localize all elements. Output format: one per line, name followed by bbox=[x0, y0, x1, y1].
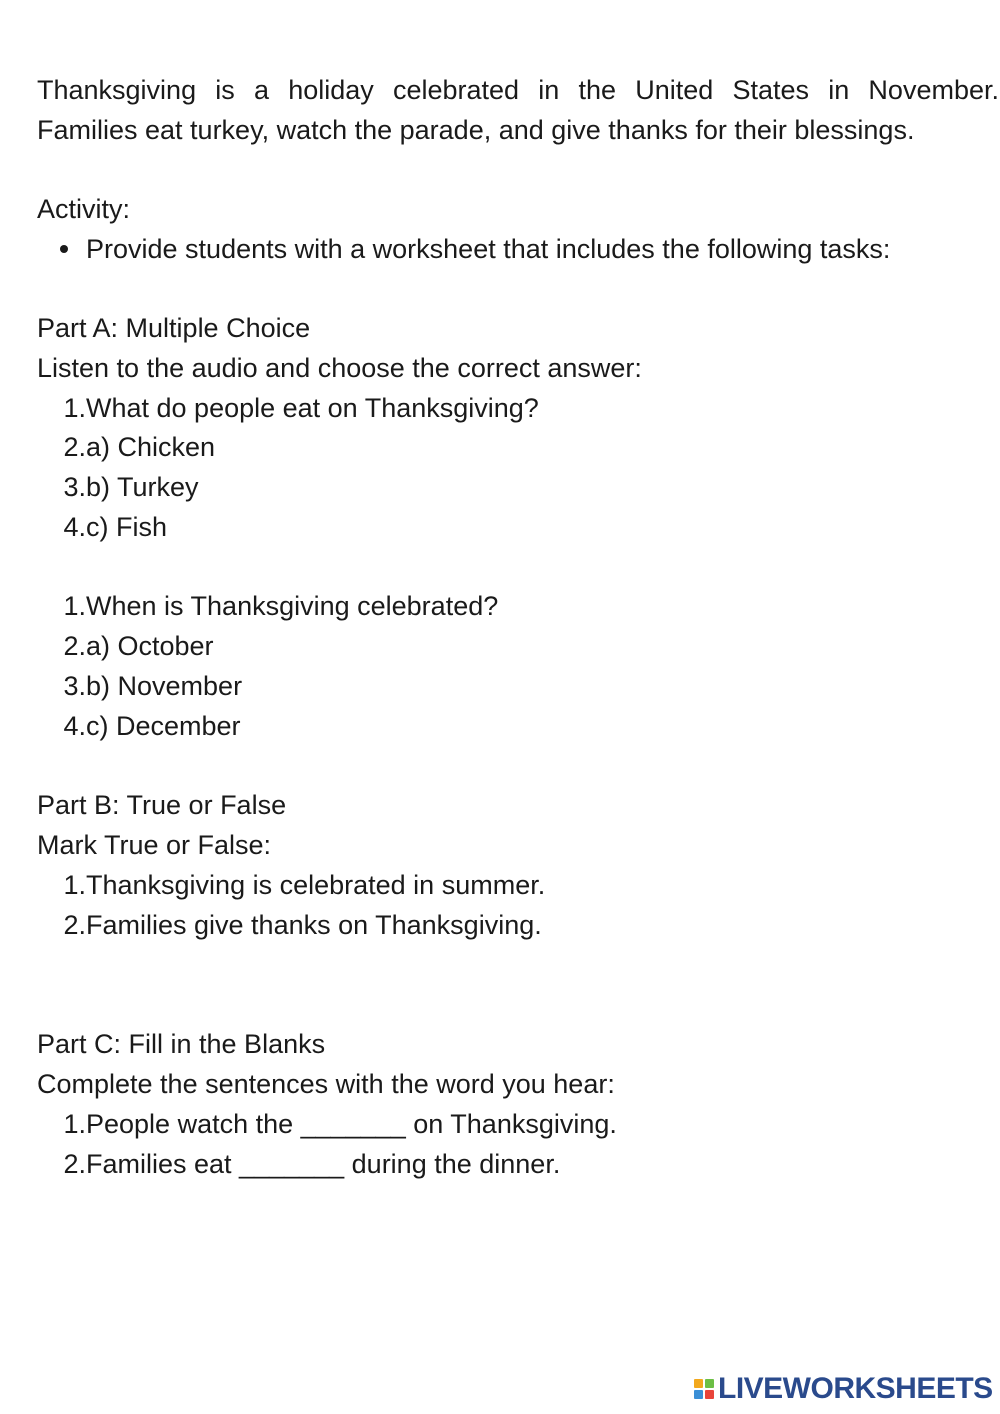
activity-heading: Activity: bbox=[37, 194, 131, 224]
list-item-text: c) Fish bbox=[86, 512, 167, 542]
list-item-text: b) November bbox=[86, 671, 243, 701]
list-item-number: 2. bbox=[63, 910, 86, 940]
logo-text: LIVEWORKSHEETS bbox=[718, 1372, 993, 1405]
bullet-icon bbox=[60, 245, 68, 253]
list-item-number: 1. bbox=[63, 870, 86, 900]
list-item-number: 1. bbox=[63, 393, 86, 423]
list-item bbox=[0, 666, 242, 706]
list-item-number: 1. bbox=[63, 1109, 86, 1139]
logo-square bbox=[694, 1390, 703, 1399]
list-item bbox=[0, 507, 167, 547]
list-item bbox=[0, 586, 498, 626]
activity-bullet-text: Provide students with a worksheet that includes the following tasks: bbox=[86, 234, 891, 264]
list-item bbox=[0, 626, 214, 666]
list-item-number: 2. bbox=[63, 631, 86, 661]
intro-paragraph bbox=[37, 70, 999, 150]
activity-bullet bbox=[60, 229, 890, 269]
list-item bbox=[0, 905, 542, 945]
part-b-instruction: Mark True or False: bbox=[37, 830, 272, 860]
list-item-text: When is Thanksgiving celebrated? bbox=[86, 591, 499, 621]
list-item bbox=[0, 1104, 617, 1144]
list-item-number: 2. bbox=[63, 432, 86, 462]
list-item-text: b) Turkey bbox=[86, 472, 199, 502]
logo-square bbox=[694, 1379, 703, 1388]
list-item-number: 4. bbox=[63, 512, 86, 542]
part-a-heading: Part A: Multiple Choice bbox=[37, 313, 311, 343]
list-item bbox=[0, 706, 241, 746]
part-b-heading: Part B: True or False bbox=[37, 790, 287, 820]
intro-line-1: Thanksgiving is a holiday celebrated in the United States in November. bbox=[37, 75, 999, 105]
list-item bbox=[0, 388, 539, 428]
list-item-number: 3. bbox=[63, 671, 86, 701]
logo-square bbox=[705, 1390, 714, 1399]
logo-square bbox=[705, 1379, 714, 1388]
part-a-instruction: Listen to the audio and choose the correct answer: bbox=[37, 353, 642, 383]
list-item-number: 4. bbox=[63, 711, 86, 741]
list-item-text: a) Chicken bbox=[86, 432, 216, 462]
list-item bbox=[0, 1144, 560, 1184]
list-item-text: Families eat _______ during the dinner. bbox=[86, 1149, 561, 1179]
list-item-text: Families give thanks on Thanksgiving. bbox=[86, 910, 542, 940]
part-c-instruction: Complete the sentences with the word you hear: bbox=[37, 1069, 615, 1099]
list-item-text: What do people eat on Thanksgiving? bbox=[86, 393, 539, 423]
list-item-number: 1. bbox=[63, 591, 86, 621]
part-c-heading: Part C: Fill in the Blanks bbox=[37, 1029, 326, 1059]
list-item-text: c) December bbox=[86, 711, 241, 741]
list-item bbox=[0, 865, 545, 905]
liveworksheets-logo[interactable] bbox=[694, 1372, 993, 1406]
intro-line-2: Families eat turkey, watch the parade, and give thanks for their blessings. bbox=[37, 115, 915, 145]
logo-mark-icon bbox=[694, 1379, 714, 1399]
list-item bbox=[0, 467, 199, 507]
list-item-number: 2. bbox=[63, 1149, 86, 1179]
list-item-text: Thanksgiving is celebrated in summer. bbox=[86, 870, 546, 900]
list-item-text: People watch the _______ on Thanksgiving. bbox=[86, 1109, 617, 1139]
list-item bbox=[0, 427, 215, 467]
list-item-number: 3. bbox=[63, 472, 86, 502]
list-item-text: a) October bbox=[86, 631, 214, 661]
